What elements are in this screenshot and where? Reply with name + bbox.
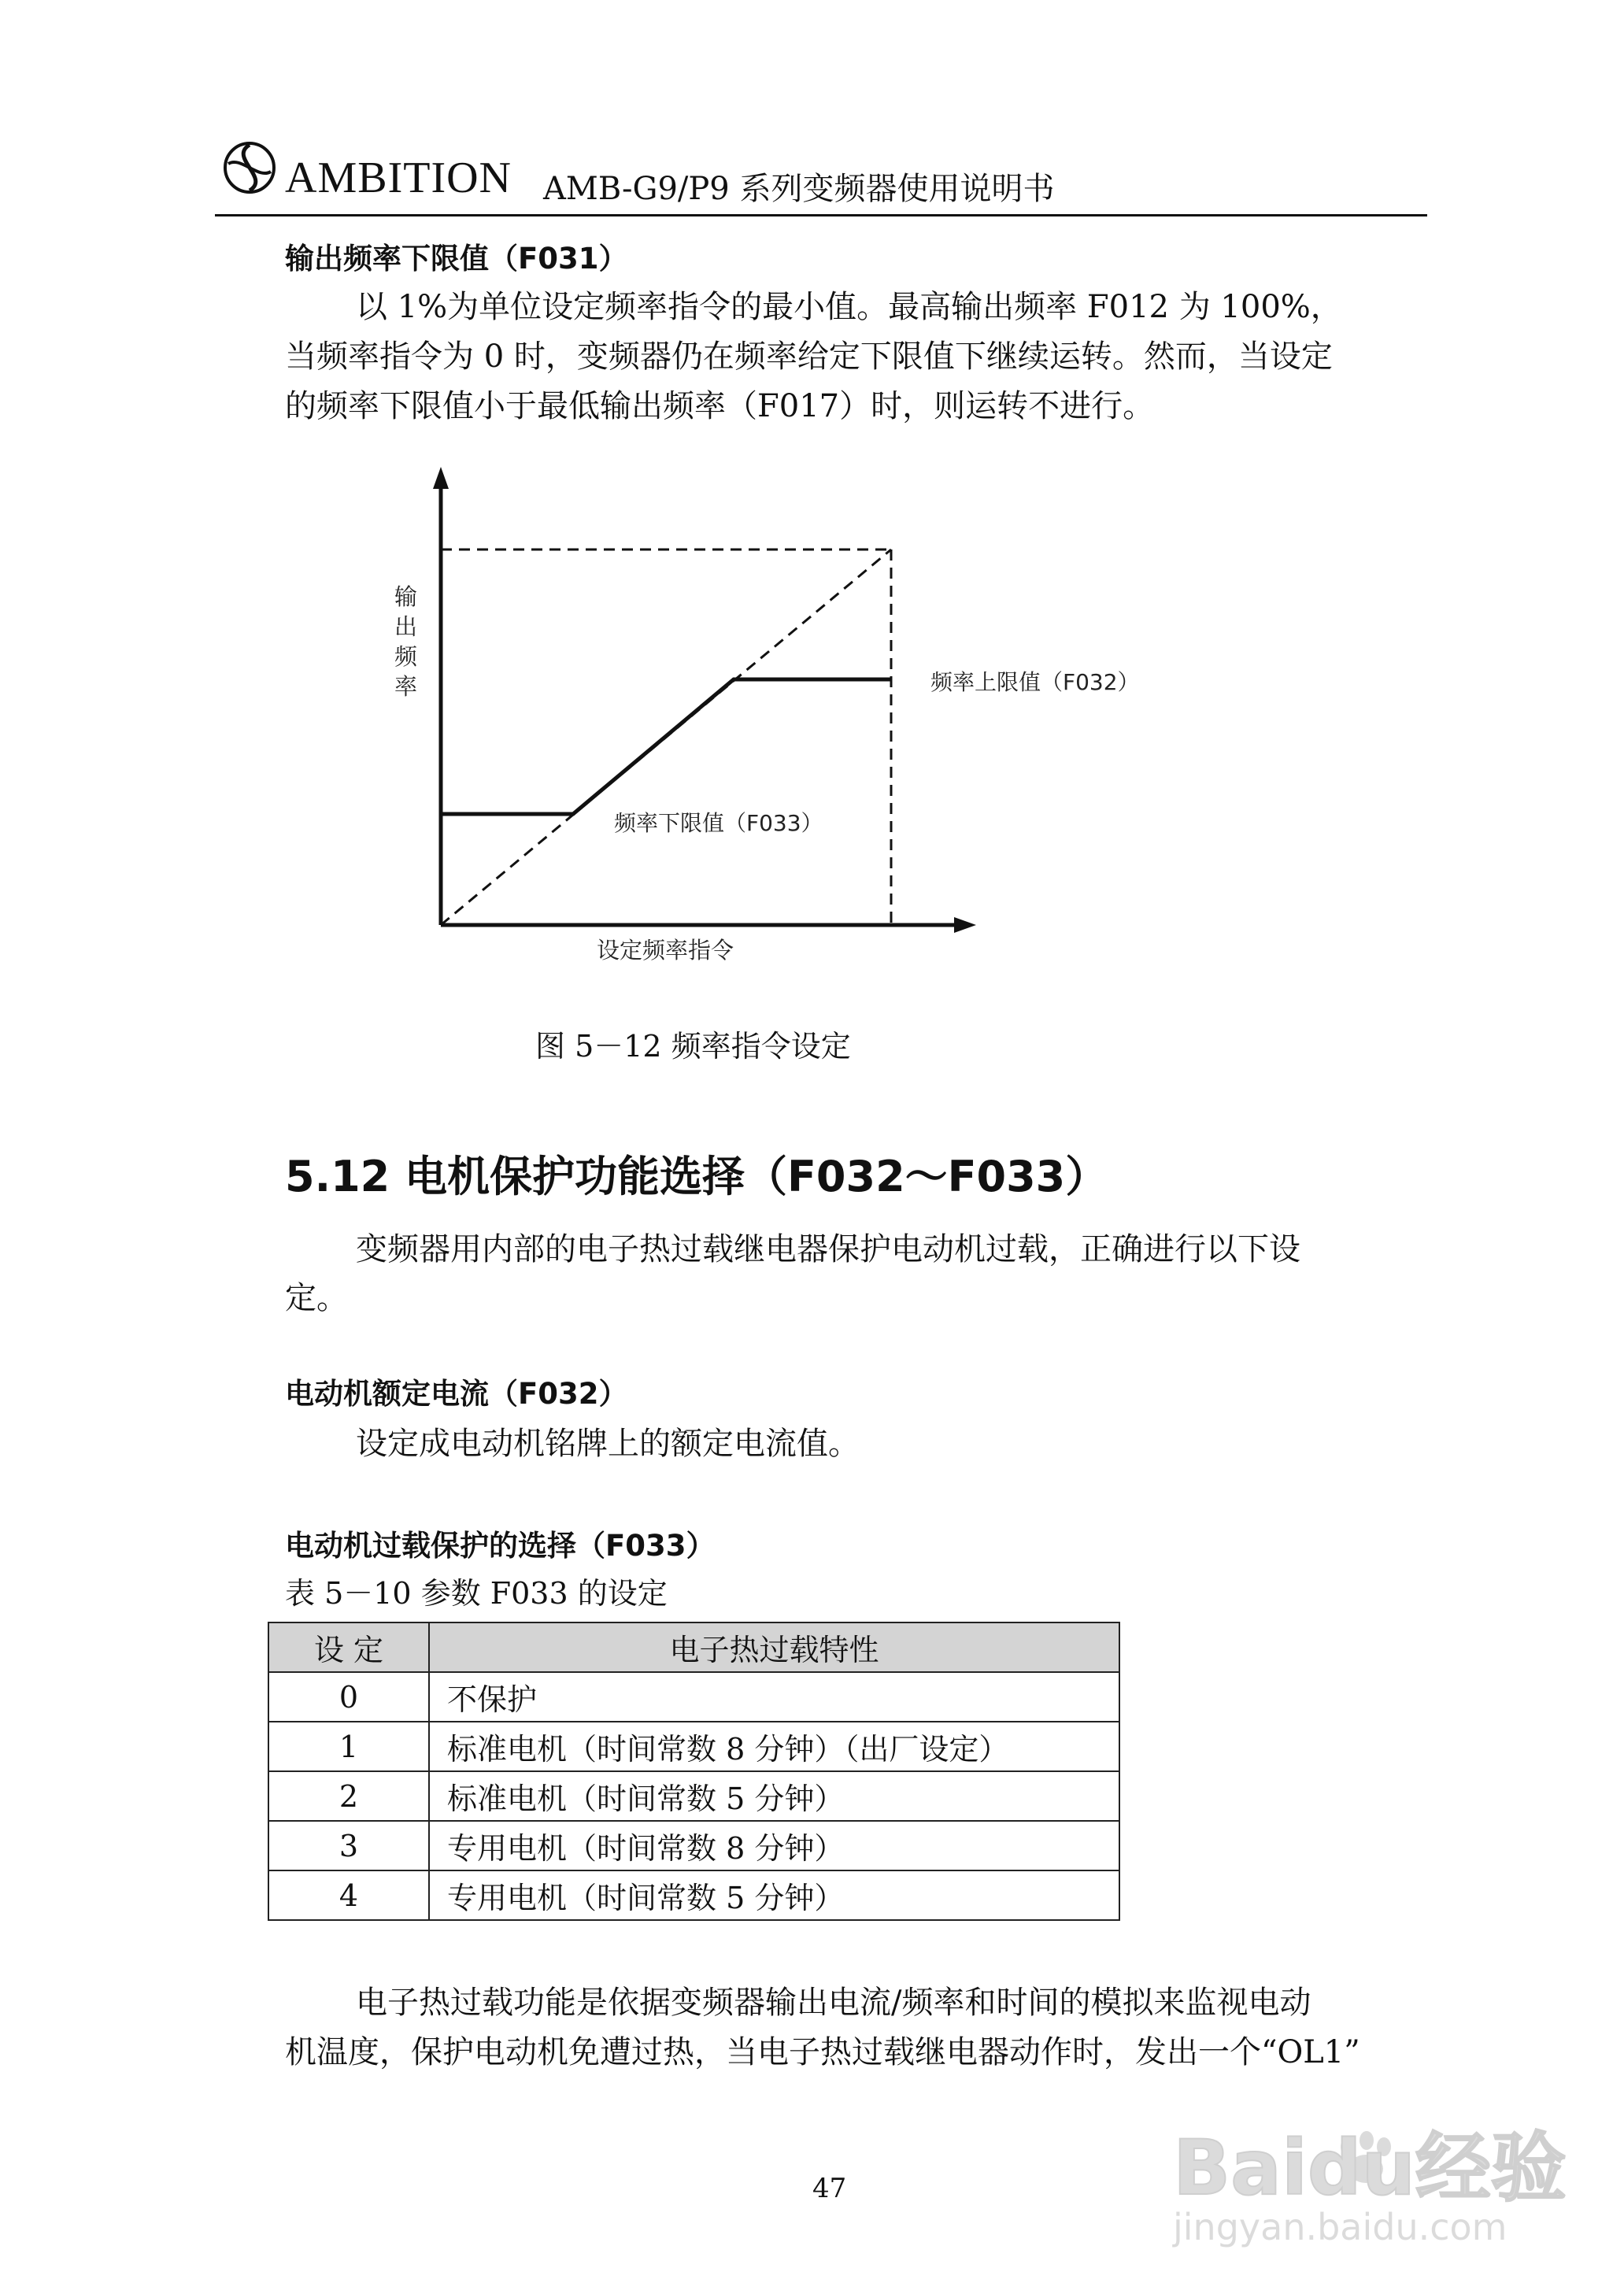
closing-line-2: 机温度，保护电动机免遭过热，当电子热过载继电器动作时，发出一个“OL1” [285, 2034, 1360, 2070]
setting-cell: 0 [268, 1672, 429, 1722]
y-axis-label-char-3: 频 [394, 643, 418, 670]
figure-caption: 图 5－12 频率指令设定 [535, 1029, 851, 1064]
setting-cell: 4 [268, 1870, 429, 1920]
y-axis-label-char-1: 输 [394, 583, 418, 610]
table-caption: 表 5－10 参数 F033 的设定 [285, 1576, 668, 1611]
x-axis-label: 设定频率指令 [597, 937, 734, 964]
f033-settings-table [268, 1622, 1120, 1921]
f031-line-3: 的频率下限值小于最低输出频率（F017）时，则运转不进行。 [285, 388, 1155, 424]
f032-heading: 电动机额定电流（F032） [285, 1377, 628, 1411]
closing-line-1: 电子热过载功能是依据变频器输出电流/频率和时间的模拟来监视电动 [356, 1985, 1311, 2021]
characteristic-cell: 专用电机（时间常数 5 分钟） [429, 1870, 1119, 1920]
table-row [268, 1771, 1119, 1821]
upper-limit-label: 频率上限值（F032） [930, 669, 1140, 695]
x-axis-arrow [954, 917, 976, 933]
baidu-jingyan-watermark [1173, 2106, 1567, 2251]
setting-cell: 1 [268, 1722, 429, 1771]
f032-line: 设定成电动机铭牌上的额定电流值。 [356, 1426, 860, 1462]
header-setting: 设 定 [268, 1622, 429, 1672]
table-row [268, 1672, 1119, 1722]
header-rule [215, 214, 1427, 216]
lower-limit-label: 频率下限值（F033） [614, 810, 823, 836]
characteristic-cell: 专用电机（时间常数 8 分钟） [429, 1821, 1119, 1870]
table-header-row [268, 1622, 1119, 1672]
setting-cell: 3 [268, 1821, 429, 1870]
setting-cell: 2 [268, 1771, 429, 1821]
header-thermal-characteristic: 电子热过载特性 [429, 1622, 1119, 1672]
table-row [268, 1870, 1119, 1920]
page-number: 47 [812, 2173, 847, 2204]
f031-line-2: 当频率指令为 0 时，变频器仍在频率给定下限值下继续运转。然而，当设定 [285, 339, 1333, 375]
table-row [268, 1821, 1119, 1870]
brand-name: AMBITION [285, 154, 512, 202]
f033-heading: 电动机过载保护的选择（F033） [285, 1529, 716, 1563]
f031-heading: 输出频率下限值（F031） [285, 242, 628, 276]
characteristic-cell: 标准电机（时间常数 5 分钟） [429, 1771, 1119, 1821]
f031-line-1: 以 1%为单位设定频率指令的最小值。最高输出频率 F012 为 100%， [356, 289, 1342, 325]
ambition-logo-icon [222, 140, 277, 195]
section-5-12-heading: 5.12 电机保护功能选择（F032～F033） [285, 1152, 1108, 1201]
watermark-brand: Baidu经验 [1173, 2124, 1567, 2212]
y-axis-label-char-4: 率 [394, 673, 418, 700]
section-5-12-line-1: 变频器用内部的电子热过载继电器保护电动机过载，正确进行以下设 [356, 1231, 1300, 1267]
watermark-url: jingyan.baidu.com [1173, 2206, 1507, 2248]
y-axis-label-char-2: 出 [394, 613, 418, 640]
frequency-command-chart [386, 461, 1140, 972]
output-frequency-curve [441, 679, 891, 814]
table-row [268, 1722, 1119, 1771]
y-axis-arrow [433, 467, 449, 489]
characteristic-cell: 不保护 [429, 1672, 1119, 1722]
characteristic-cell: 标准电机（时间常数 8 分钟）（出厂设定） [429, 1722, 1119, 1771]
document-title: AMB-G9/P9 系列变频器使用说明书 [543, 171, 1055, 207]
section-5-12-line-2: 定。 [285, 1280, 348, 1316]
